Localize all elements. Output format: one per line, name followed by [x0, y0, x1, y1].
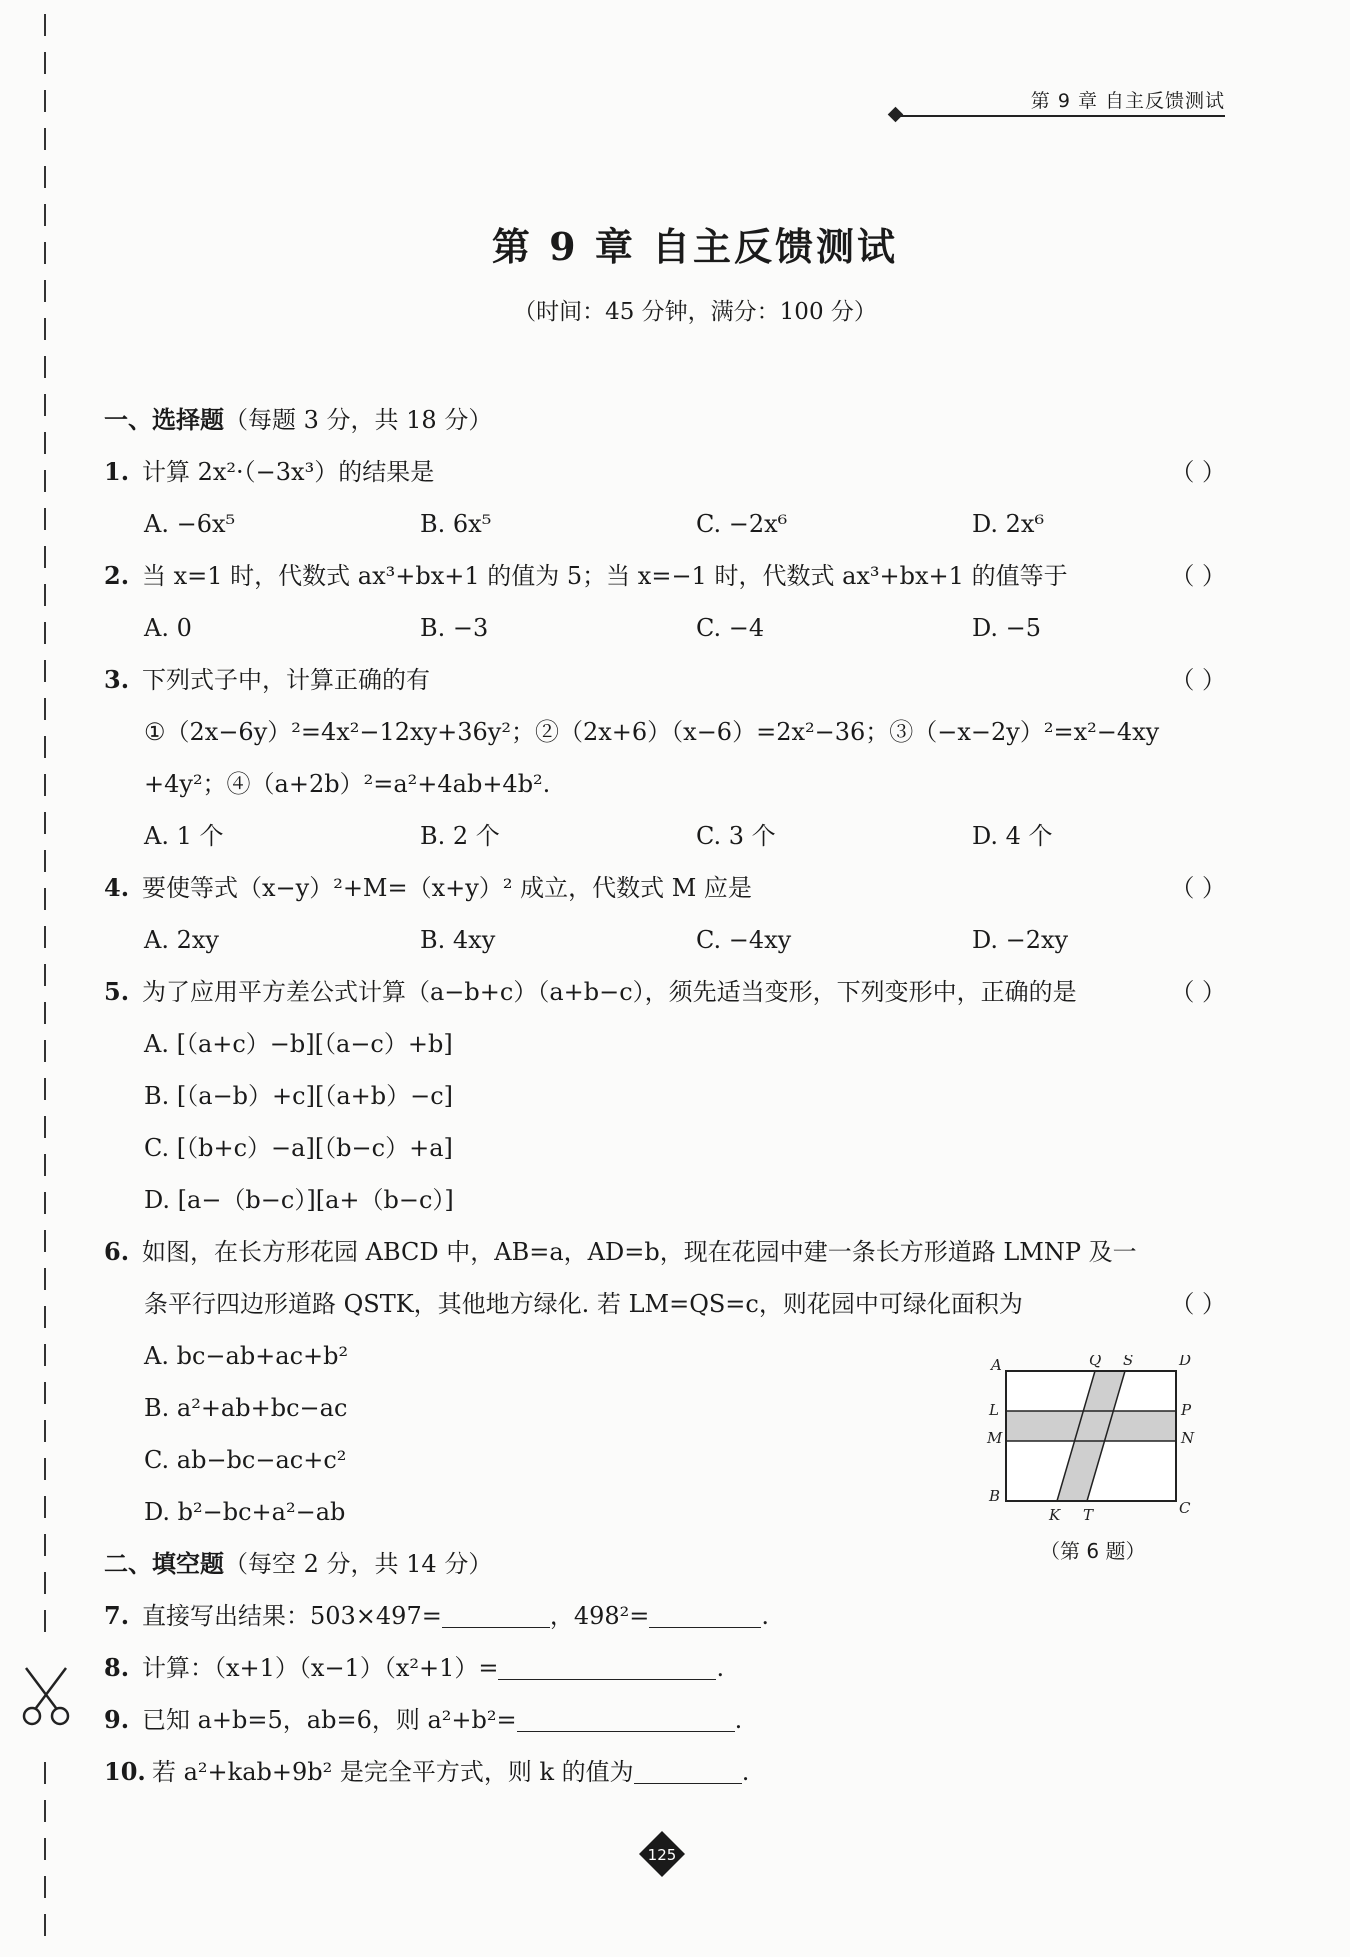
- scissors-icon: [18, 1660, 74, 1730]
- cut-line-dash: [44, 1382, 46, 1404]
- option-a: A. −6x⁵: [144, 510, 236, 538]
- options-row: [104, 914, 1226, 966]
- question-number: 8.: [104, 1653, 130, 1682]
- cut-line-dash: [44, 1534, 46, 1556]
- section-title: 二、填空题: [104, 1549, 224, 1578]
- cut-line-dash: [44, 698, 46, 720]
- option-b: B. 6x⁵: [420, 510, 492, 538]
- cut-line-dash: [44, 1116, 46, 1138]
- cut-line-dash: [44, 850, 46, 872]
- running-header: [890, 86, 1225, 122]
- question-number: 1.: [104, 457, 130, 486]
- period: .: [741, 1758, 750, 1786]
- options-row: [104, 498, 1226, 550]
- label-d: D: [1179, 1355, 1192, 1369]
- cut-line-dash: [44, 1800, 46, 1822]
- cut-line-dash: [44, 926, 46, 948]
- cut-line-dash: [44, 90, 46, 112]
- options-row: [104, 602, 1226, 654]
- question-number: 2.: [104, 561, 130, 590]
- cut-line-dash: [44, 356, 46, 378]
- option-d: D. 2x⁶: [972, 510, 1045, 538]
- label-s: S: [1123, 1355, 1134, 1369]
- question-text: 已知 a+b=5，ab=6，则 a²+b²=: [142, 1706, 517, 1734]
- question-4: [104, 862, 1226, 914]
- cut-line-dash: [44, 1458, 46, 1480]
- header-rule: [898, 115, 1225, 117]
- label-b: B: [989, 1487, 1001, 1505]
- question-text: 为了应用平方差公式计算（a−b+c）（a+b−c），须先适当变形，下列变形中，正确的是: [142, 978, 1077, 1006]
- section-heading: [104, 394, 1226, 446]
- figure-caption: （第 6 题）: [1040, 1539, 1146, 1563]
- option-d: D. 4 个: [972, 822, 1053, 850]
- cut-line-dash: [44, 1230, 46, 1252]
- question-5: [104, 966, 1226, 1018]
- question-3-line-1: ①（2x−6y）²=4x²−12xy+36y²；②（2x+6）（x−6）=2x²−36；③（−x−2y）²=x²−4xy: [144, 718, 1160, 746]
- answer-bracket: （ ）: [1170, 666, 1226, 694]
- option-a: A. 1 个: [144, 822, 224, 850]
- period: .: [761, 1602, 770, 1630]
- question-text: 要使等式（x−y）²+M=（x+y）² 成立，代数式 M 应是: [142, 874, 752, 902]
- question-text: 直接写出结果：503×497=: [142, 1602, 442, 1630]
- option-a: A. 2xy: [144, 926, 219, 954]
- option-d: D. −5: [972, 614, 1042, 642]
- header-text: 第 9 章 自主反馈测试: [1030, 90, 1225, 112]
- option-c: C. 3 个: [696, 822, 776, 850]
- question-text: 下列式子中，计算正确的有: [142, 666, 430, 694]
- question-list: [104, 394, 1226, 1798]
- cut-line-dash: [44, 432, 46, 454]
- options-row: [104, 810, 1226, 862]
- label-k: K: [1049, 1506, 1061, 1524]
- cut-line-dash: [44, 888, 46, 910]
- cut-line-dash: [44, 128, 46, 150]
- answer-blank[interactable]: [634, 1753, 742, 1784]
- option-b: B. 4xy: [420, 926, 496, 954]
- option-c: C. −4xy: [696, 926, 792, 954]
- label-n: N: [1181, 1429, 1195, 1447]
- cut-line-dash: [44, 964, 46, 986]
- answer-blank[interactable]: [498, 1649, 716, 1680]
- period: .: [734, 1706, 743, 1734]
- question-6: [104, 1226, 1226, 1278]
- label-t: T: [1083, 1506, 1094, 1524]
- label-c: C: [1179, 1499, 1191, 1517]
- answer-blank[interactable]: [517, 1701, 735, 1732]
- page-number: 125: [647, 1846, 677, 1864]
- question-text: 条平行四边形道路 QSTK，其他地方绿化. 若 LM=QS=c，则花园中可绿化面积为: [144, 1290, 1023, 1318]
- section-note: （每空 2 分，共 14 分）: [224, 1550, 493, 1578]
- cut-line-dash: [44, 774, 46, 796]
- question-text: 当 x=1 时，代数式 ax³+bx+1 的值为 5；当 x=−1 时，代数式 ax³+bx+1 的值等于: [142, 562, 1068, 590]
- question-text: ，498²=: [549, 1602, 650, 1630]
- question-9: [104, 1694, 1226, 1746]
- cut-line-dash: [44, 14, 46, 36]
- question-number: 5.: [104, 977, 130, 1006]
- question-text: 计算 2x²·（−3x³）的结果是: [142, 458, 435, 486]
- cut-line-dash: [44, 508, 46, 530]
- cut-line-dash: [44, 812, 46, 834]
- option-c: C. ab−bc−ac+c²: [144, 1446, 347, 1474]
- cut-line-dash: [44, 1420, 46, 1442]
- cut-line-dash: [44, 1914, 46, 1936]
- label-l: L: [989, 1401, 999, 1419]
- option-c: C. [（b+c）−a][（b−c）+a]: [144, 1134, 453, 1162]
- option-c: C. −2x⁶: [696, 510, 788, 538]
- question-number: 10.: [104, 1757, 146, 1786]
- option-b: B. 2 个: [420, 822, 500, 850]
- option-a: A. [（a+c）−b][（a−c）+b]: [144, 1030, 453, 1058]
- question-number: 4.: [104, 873, 130, 902]
- question-text: 若 a²+kab+9b² 是完全平方式，则 k 的值为: [152, 1758, 634, 1786]
- option-b: B. −3: [420, 614, 489, 642]
- answer-bracket: （ ）: [1170, 978, 1226, 1006]
- page-number-badge: [638, 1830, 686, 1878]
- section-note: （每题 3 分，共 18 分）: [224, 406, 493, 434]
- question-1: [104, 446, 1226, 498]
- cut-line-dash: [44, 470, 46, 492]
- option-d: D. b²−bc+a²−ab: [144, 1498, 346, 1526]
- cut-line-dash: [44, 546, 46, 568]
- question-3: [104, 654, 1226, 706]
- question-text: 如图，在长方形花园 ABCD 中，AB=a，AD=b，现在花园中建一条长方形道路 LMNP 及一: [142, 1238, 1137, 1266]
- answer-blank[interactable]: [442, 1597, 550, 1628]
- option-b: B. a²+ab+bc−ac: [144, 1394, 348, 1422]
- cut-line-dash: [44, 1040, 46, 1062]
- cut-line-dash: [44, 1496, 46, 1518]
- cut-line-dash: [44, 1344, 46, 1366]
- cut-line-dash: [44, 1002, 46, 1024]
- cut-line-dash: [44, 1876, 46, 1898]
- question-number: 9.: [104, 1705, 130, 1734]
- cut-line-dash: [44, 736, 46, 758]
- answer-blank[interactable]: [649, 1597, 761, 1628]
- question-7: [104, 1590, 1226, 1642]
- answer-bracket: （ ）: [1170, 874, 1226, 902]
- label-a: A: [991, 1356, 1002, 1374]
- question-10: [104, 1746, 1226, 1798]
- option-a: A. 0: [144, 614, 192, 642]
- label-m: M: [987, 1429, 1003, 1447]
- question-2: [104, 550, 1226, 602]
- question-6-line-2: [104, 1278, 1226, 1330]
- answer-bracket: （ ）: [1170, 458, 1226, 486]
- option-a: A. bc−ab+ac+b²: [144, 1342, 349, 1370]
- cut-line-dash: [44, 622, 46, 644]
- cut-line-dash: [44, 1192, 46, 1214]
- question-number: 7.: [104, 1601, 130, 1630]
- label-p: P: [1181, 1401, 1192, 1419]
- question-text: 计算：（x+1）（x−1）（x²+1）=: [142, 1654, 499, 1682]
- question-3-line-2: +4y²；④（a+2b）²=a²+4ab+4b².: [144, 770, 551, 798]
- cut-line-dash: [44, 1078, 46, 1100]
- cut-line-dash: [44, 1762, 46, 1784]
- cut-line-dash: [44, 1572, 46, 1594]
- option-d: D. −2xy: [972, 926, 1069, 954]
- cut-line-dash: [44, 1838, 46, 1860]
- cut-line-dash: [44, 584, 46, 606]
- period: .: [716, 1654, 725, 1682]
- cut-line-dash: [44, 52, 46, 74]
- option-c: C. −4: [696, 614, 765, 642]
- option-b: B. [（a−b）+c][（a+b）−c]: [144, 1082, 454, 1110]
- cut-line-dash: [44, 1610, 46, 1632]
- answer-bracket: （ ）: [1170, 562, 1226, 590]
- question-number: 3.: [104, 665, 130, 694]
- page-title: 第 9 章 自主反馈测试: [491, 224, 899, 269]
- cut-line-dash: [44, 1306, 46, 1328]
- question-number: 6.: [104, 1237, 130, 1266]
- section-title: 一、选择题: [104, 405, 224, 434]
- cut-line-dash: [44, 166, 46, 188]
- cut-line-dash: [44, 1154, 46, 1176]
- garden-figure: [985, 1355, 1205, 1565]
- cut-line-dash: [44, 660, 46, 682]
- cut-line-dash: [44, 394, 46, 416]
- cut-line-dash: [44, 1268, 46, 1290]
- page-subtitle: （时间：45 分钟，满分：100 分）: [513, 299, 877, 325]
- label-q: Q: [1089, 1355, 1102, 1369]
- answer-bracket: （ ）: [1170, 1290, 1226, 1318]
- option-d: D. [a−（b−c）][a+（b−c）]: [144, 1186, 454, 1214]
- question-8: [104, 1642, 1226, 1694]
